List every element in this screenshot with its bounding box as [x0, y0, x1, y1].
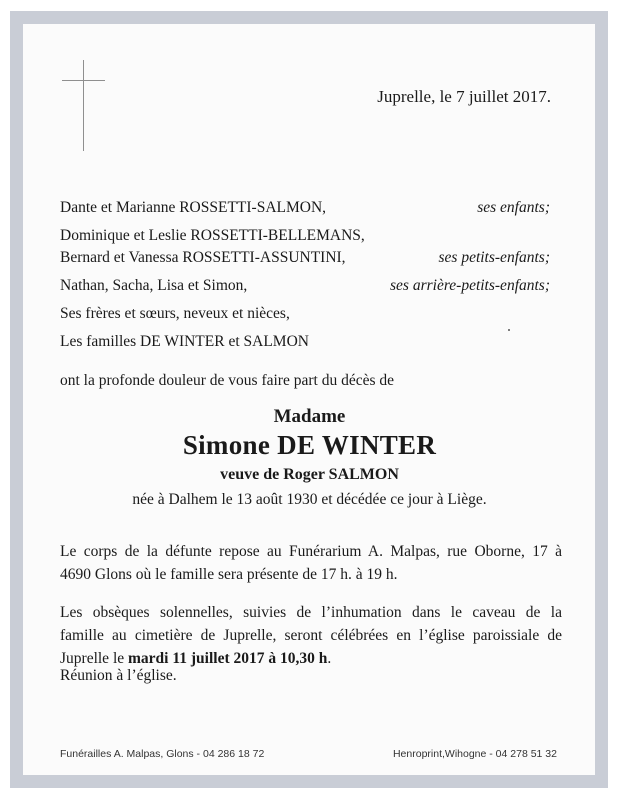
- funeral-line-2: famille au cimetière de Juprelle, seront célébrées en l’église paroissiale de: [60, 627, 562, 644]
- reunion-line: Réunion à l’église.: [60, 667, 177, 684]
- family-names: Les familles DE WINTER et SALMON: [60, 333, 309, 350]
- funeral-line-1: Les obsèques solennelles, suivies de l’inhumation dans le caveau de la: [60, 604, 562, 621]
- family-row: [60, 247, 550, 269]
- family-row: [60, 225, 550, 247]
- family-relation: ses petits-enfants;: [438, 249, 550, 266]
- announcement-intro: ont la profonde douleur de vous faire part du décès de: [60, 372, 394, 389]
- family-list: [60, 197, 550, 353]
- deceased-name: Simone DE WINTER: [182, 430, 437, 460]
- rest-line-1: Le corps de la défunte repose au Funérarium A. Malpas, rue Oborne, 17 à: [60, 543, 562, 560]
- deceased-block: [0, 405, 619, 486]
- family-relation: ses enfants;: [477, 199, 550, 216]
- funeral-line-3-prefix: Juprelle le: [60, 650, 129, 667]
- stray-dot: [508, 329, 510, 331]
- family-names: Nathan, Sacha, Lisa et Simon,: [60, 277, 248, 294]
- rest-line-2: 4690 Glons où le famille sera présente de 17 h. à 19 h.: [60, 566, 398, 583]
- family-row: [60, 275, 550, 297]
- family-names: Bernard et Vanessa ROSSETTI-ASSUNTINI,: [60, 249, 346, 266]
- family-names: Ses frères et sœurs, neveux et nièces,: [60, 305, 290, 322]
- cross-icon-vertical: [83, 60, 84, 151]
- birth-death-line: née à Dalhem le 13 août 1930 et décédée ce jour à Liège.: [132, 491, 487, 508]
- rest-paragraph: [60, 540, 562, 586]
- footer-funeral-home: Funérailles A. Malpas, Glons - 04 286 18 72: [60, 748, 265, 760]
- date-line: Juprelle, le 7 juillet 2017.: [377, 87, 551, 106]
- funeral-date-time: mardi 11 juillet 2017 à 10,30 h: [128, 650, 328, 667]
- family-row: [60, 331, 550, 353]
- deceased-widow-of: veuve de Roger SALMON: [220, 466, 399, 483]
- family-relation: ses arrière-petits-enfants;: [390, 277, 550, 294]
- cross-icon-horizontal: [62, 80, 105, 81]
- family-names: Dominique et Leslie ROSSETTI-BELLEMANS,: [60, 227, 365, 244]
- family-names: Dante et Marianne ROSSETTI-SALMON,: [60, 199, 327, 216]
- funeral-paragraph: [60, 601, 562, 670]
- funeral-line-3-suffix: .: [327, 650, 332, 667]
- family-row: [60, 303, 550, 325]
- footer-printer: Henroprint,Wihogne - 04 278 51 32: [392, 748, 557, 760]
- family-row: [60, 197, 550, 219]
- deceased-honorific: Madame: [273, 406, 346, 427]
